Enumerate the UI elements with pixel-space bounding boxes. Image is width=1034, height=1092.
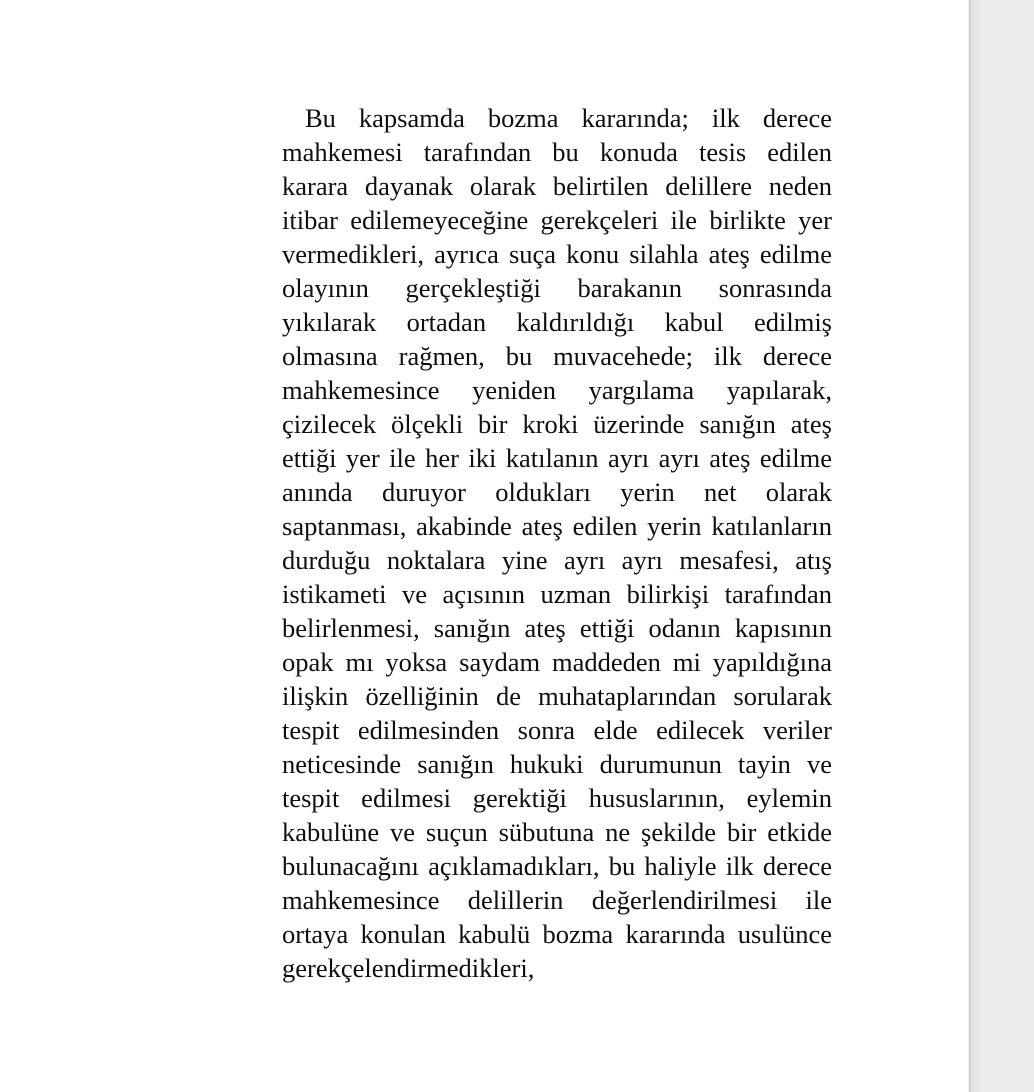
body-paragraph: Bu kapsamda bozma kararında; ilk derece mahkemesi tarafından bu konuda tesis edilen karara dayanak olarak belirtilen delillere neden itibar edilemeyeceğine gerekçeleri ile birlikte yer vermedikleri, ayrıca suça konu silahla ateş edilme olayının gerçekleştiği barakanın sonrasında yıkılarak ortadan kaldırıldığı kabul edilmiş olmasına rağmen, bu muvacehede; ilk derece mahkemesince yeniden yargılama yapılarak, çizilecek ölçekli bir kroki üzerinde sanığın ateş ettiği yer ile her iki katılanın ayrı ayrı ateş edilme anında duruyor oldukları yerin net olarak saptanması, akabinde ateş edilen yerin katılanların durduğu noktalara yine ayrı ayrı mesafesi, atış istikameti ve açısının uzman bilirkişi tarafından belirlenmesi, sanığın ateş ettiği odanın kapısının opak mı yoksa saydam maddeden mi yapıldığına ilişkin özelliğinin de muhataplarından sorularak tespit edilmesinden sonra elde edilecek veriler neticesinde sanığın hukuki durumunun tayin ve tespit edilmesi gerektiği hususlarının, eylemin kabulüne ve suçun sübutuna ne şekilde bir etkide bulunacağını açıklamadıkları, bu haliyle ilk derece mahkemesince delillerin değerlendirilmesi ile ortaya konulan kabulü bozma kararında usulünce gerekçelendirmedikleri, [282, 103, 832, 983]
page-drop-shadow [971, 0, 993, 1092]
outer-gutter-background [993, 0, 1034, 1092]
text-column [282, 101, 832, 985]
